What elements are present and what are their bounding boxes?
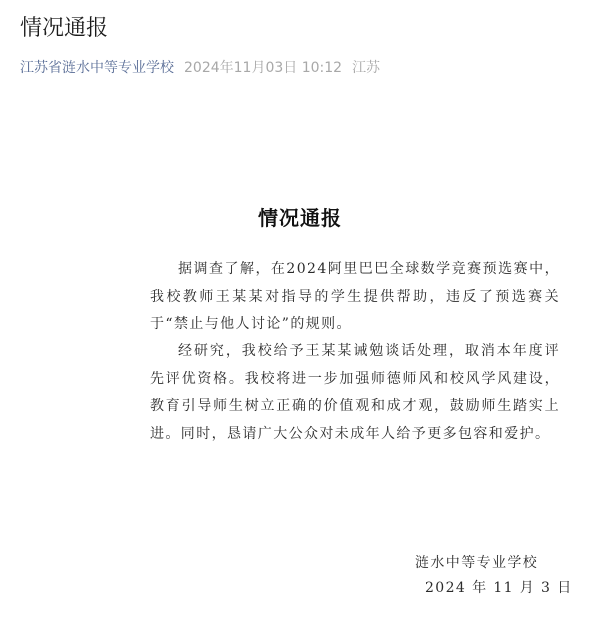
article-meta [20, 58, 380, 78]
publish-location: 江苏 [352, 60, 381, 76]
article-title: 情况通报 [20, 16, 109, 41]
document-title: 情况通报 [258, 206, 342, 230]
signature-organization: 涟水中等专业学校 [415, 555, 539, 571]
publish-datetime: 2024年11月03日 10:12 [184, 60, 343, 76]
notice-document-image [0, 100, 600, 640]
account-name-link[interactable]: 江苏省涟水中等专业学校 [20, 60, 174, 76]
signature-date: 2024 年 11 月 3 日 [425, 580, 573, 596]
document-paragraph-1: 据调查了解，在2024阿里巴巴全球数学竞赛预选赛中，我校教师王某某对指导的学生提供帮助，违反了预选赛关于“禁止与他人讨论”的规则。 [150, 261, 560, 332]
document-paragraph-2: 经研究，我校给予王某某诫勉谈话处理，取消本年度评先评优资格。我校将进一步加强师德师风和校风学风建设，教育引导师生树立正确的价值观和成才观，鼓励师生踏实上进。同时，恳请广大公众对未成年人给予更多包容和爱护。 [150, 343, 560, 442]
